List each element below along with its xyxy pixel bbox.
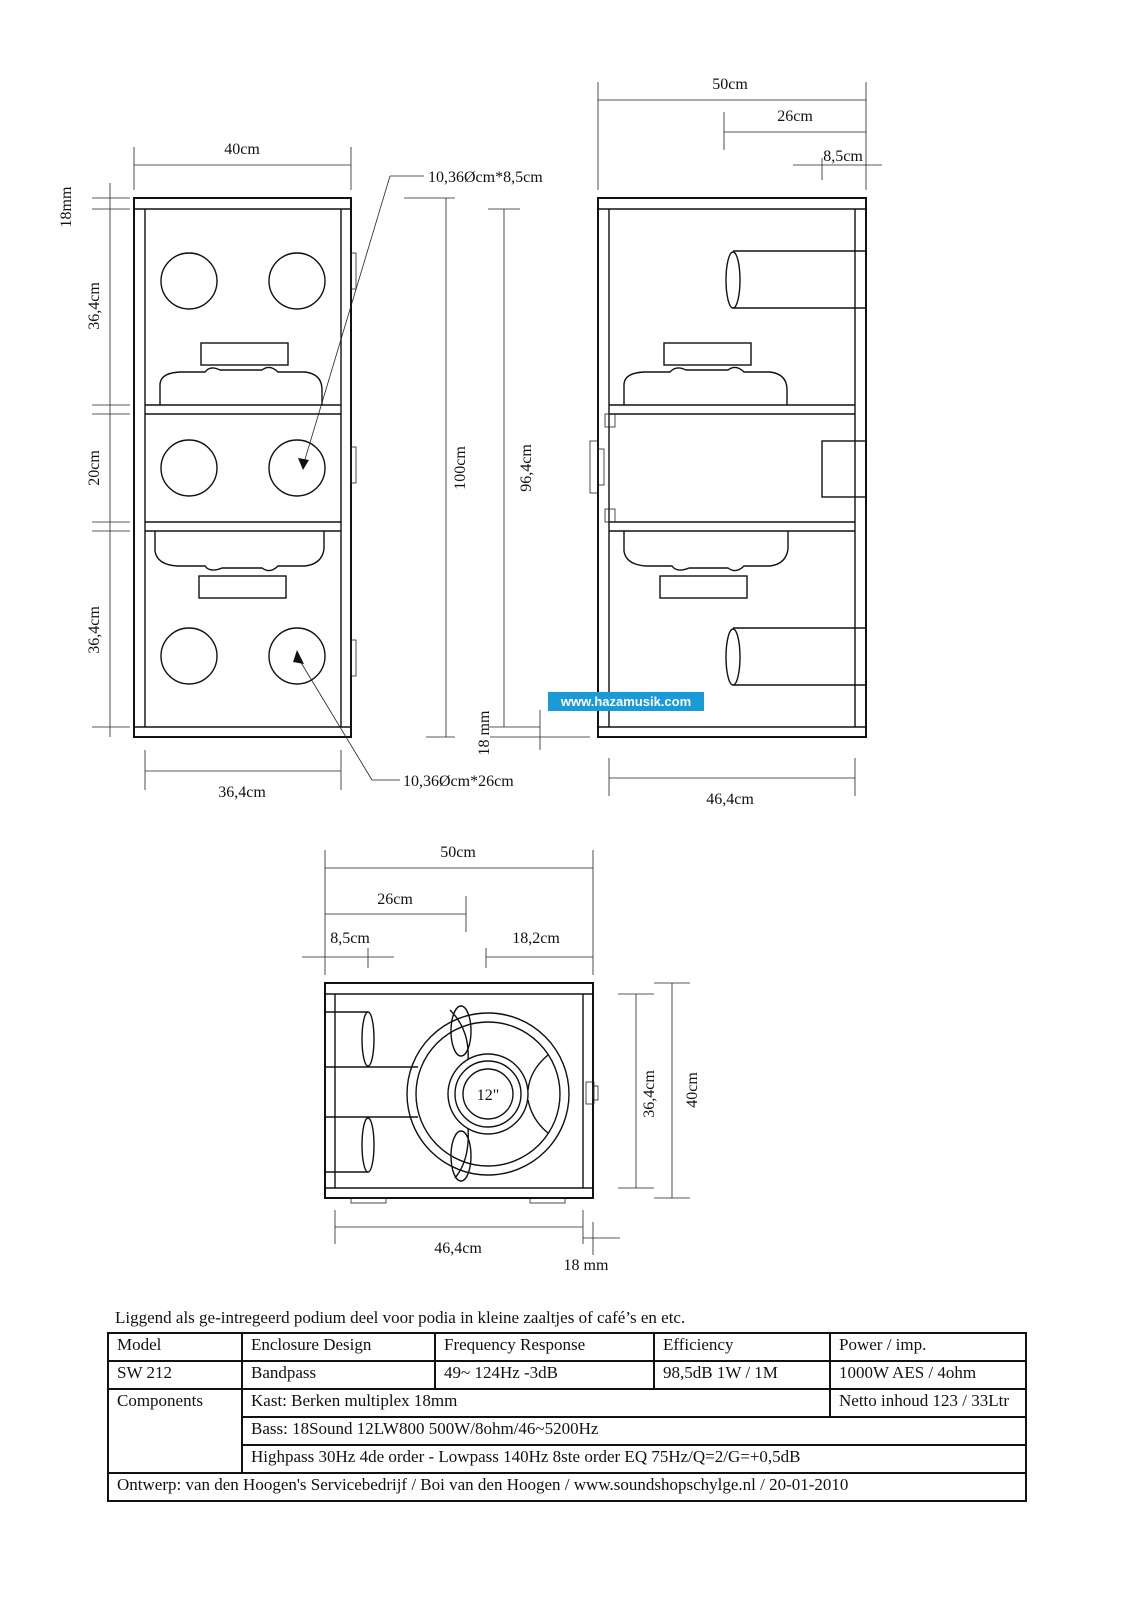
label-port-bottom: 10,36Øcm*26cm <box>403 773 514 790</box>
port-tube <box>726 629 740 685</box>
dim-side-height-outer: 100cm <box>452 446 469 490</box>
driver-magnet <box>201 343 288 365</box>
value-efficiency: 98,5dB 1W / 1M <box>654 1361 830 1389</box>
port-circle <box>269 440 325 496</box>
components-label: Components <box>108 1389 242 1473</box>
lying-view <box>302 844 701 1274</box>
port-tube <box>822 441 866 497</box>
spec-values-row <box>108 1361 1026 1389</box>
spec-table <box>107 1332 1027 1502</box>
front-view <box>58 141 543 801</box>
label-port-top: 10,36Øcm*8,5cm <box>428 169 543 186</box>
value-kast: Kast: Berken multiplex 18mm <box>242 1389 830 1417</box>
port-circle <box>161 253 217 309</box>
dim-side-short-port: 8,5cm <box>823 148 863 165</box>
watermark: www.hazamusik.com <box>548 692 704 711</box>
driver-cone <box>160 367 322 405</box>
dim-side-depth: 50cm <box>712 76 748 93</box>
header-efficiency: Efficiency <box>654 1333 830 1361</box>
dim-side-height-inner: 96,4cm <box>518 444 535 492</box>
dim-side-port-length: 26cm <box>777 108 813 125</box>
driver-magnet <box>199 576 286 598</box>
port-circle <box>161 628 217 684</box>
value-frequency: 49~ 124Hz -3dB <box>435 1361 654 1389</box>
height-dimensions <box>404 198 590 755</box>
dim-lying-inner-depth: 46,4cm <box>434 1240 482 1257</box>
value-filter: Highpass 30Hz 4de order - Lowpass 140Hz 8ste order EQ 75Hz/Q=2/G=+0,5dB <box>242 1445 1026 1473</box>
value-ontwerp: Ontwerp: van den Hoogen's Servicebedrijf / Boi van den Hoogen / www.soundshopschylge.nl / 20-01-2010 <box>108 1473 1026 1501</box>
dim-front-top-panel: 18mm <box>58 186 75 228</box>
dim-lying-depth: 50cm <box>440 844 476 861</box>
header-model: Model <box>108 1333 242 1361</box>
value-netto: Netto inhoud 123 / 33Ltr <box>830 1389 1026 1417</box>
header-frequency: Frequency Response <box>435 1333 654 1361</box>
value-model: SW 212 <box>108 1361 242 1389</box>
dim-side-bottom-panel: 18 mm <box>476 710 493 756</box>
value-enclosure: Bandpass <box>242 1361 435 1389</box>
side-cabinet-outline <box>598 198 866 737</box>
dim-front-section-bottom: 36,4cm <box>86 606 103 654</box>
header-enclosure: Enclosure Design <box>242 1333 435 1361</box>
dim-front-section-top: 36,4cm <box>86 282 103 330</box>
dim-front-inner-width: 36,4cm <box>218 784 266 801</box>
value-power: 1000W AES / 4ohm <box>830 1361 1026 1389</box>
dim-lying-inner-height: 36,4cm <box>641 1070 658 1118</box>
dim-lying-panel: 18 mm <box>563 1257 609 1274</box>
port-circle <box>161 440 217 496</box>
dim-front-width: 40cm <box>224 141 260 158</box>
dim-lying-short-port: 8,5cm <box>330 930 370 947</box>
header-power: Power / imp. <box>830 1333 1026 1361</box>
value-bass: Bass: 18Sound 12LW800 500W/8ohm/46~5200Hz <box>242 1417 1026 1445</box>
dim-lying-driver-offset: 18,2cm <box>512 930 560 947</box>
driver-cone <box>155 531 324 571</box>
spec-filter-row <box>108 1445 1026 1473</box>
dim-lying-outer-height: 40cm <box>684 1072 701 1108</box>
dim-side-inner-depth: 46,4cm <box>706 791 754 808</box>
port-circle <box>269 253 325 309</box>
spec-bass-row <box>108 1417 1026 1445</box>
dim-lying-port-length: 26cm <box>377 891 413 908</box>
spec-kast-row <box>108 1389 1026 1417</box>
dim-front-section-mid: 20cm <box>86 450 103 486</box>
front-cabinet-outline <box>134 198 351 737</box>
label-driver-size: 12" <box>476 1087 500 1104</box>
spec-ontwerp-row <box>108 1473 1026 1501</box>
port-tube <box>726 252 740 308</box>
spec-header-row <box>108 1333 1026 1361</box>
drawing-caption: Liggend als ge-intregeerd podium deel voor podia in kleine zaaltjes of café’s en etc. <box>115 1308 686 1327</box>
